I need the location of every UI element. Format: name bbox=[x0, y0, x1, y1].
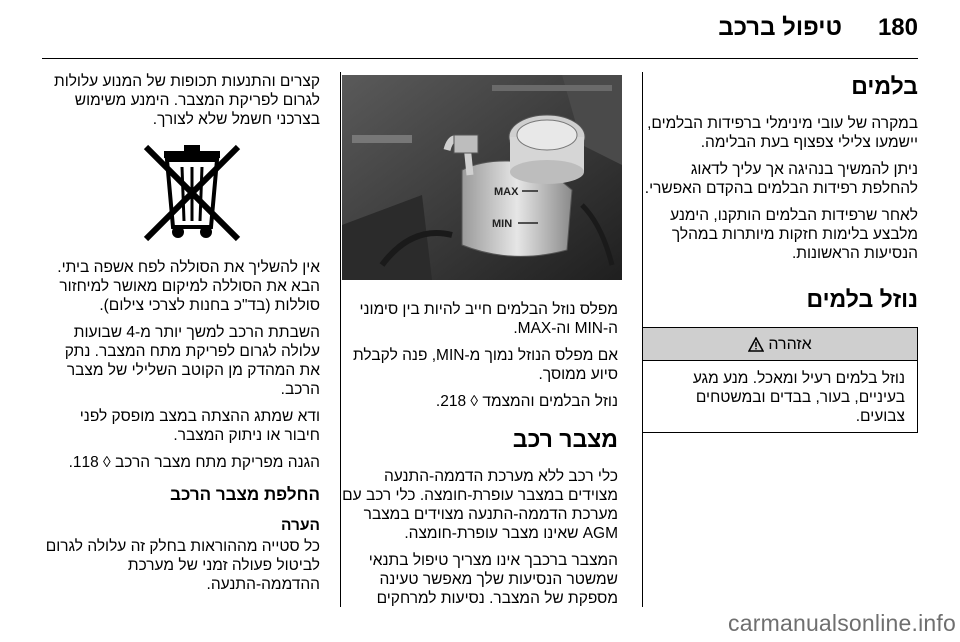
column-left bbox=[44, 72, 320, 137]
column-right bbox=[642, 72, 918, 433]
page-title: טיפול ברכב bbox=[718, 14, 842, 41]
storage-paragraph: השבתת הרכב למשך יותר מ-4 שבועות עלולה לגרום לפריקת מתח המצבר. נתק את המהדק מן הקוטב השלילי של מצבר הרכב. bbox=[64, 324, 320, 398]
footer bbox=[0, 610, 960, 642]
brakes-heading: בלמים bbox=[851, 73, 918, 99]
fluid-low-paragraph: אם מפלס הנוזל נמוך מ-MIN, פנה לקבלת סיוע ממוסך. bbox=[353, 347, 618, 383]
disposal-paragraph: אין להשליך את הסוללה לפח אשפה ביתי. הבא את הסוללה למיקום מאושר למיחזור סוללות (בד"כ בחנות לצרכי צילום). bbox=[57, 259, 320, 314]
min-mark-label: MIN bbox=[492, 218, 513, 230]
brake-fluid-heading: נוזל בלמים bbox=[806, 286, 918, 312]
ignition-paragraph: ודא שמתג ההצתה במצב מופסק לפני חיבור או ניתוק המצבר. bbox=[79, 408, 320, 444]
battery-paragraph: המצבר ברכבך אינו מצריך טיפול בתנאי שמשטר הנסיעות שלך מאפשר טעינה מספקת של המצבר. נסיעות למרחקים bbox=[368, 552, 618, 607]
brakes-paragraph: ניתן להמשיך בנהיגה אך עליך לדאוג להחלפת רפידות הבלמים בהקדם האפשרי. bbox=[644, 161, 918, 197]
warning-triangle-icon bbox=[748, 337, 764, 352]
warning-header bbox=[643, 328, 917, 361]
fluid-reference: נוזל הבלמים והמצמד ◊ 218. bbox=[435, 393, 618, 410]
replace-battery-heading: החלפת מצבר הרכב bbox=[170, 485, 320, 504]
warning-label: אזהרה bbox=[768, 335, 812, 353]
fluid-level-paragraph: מפלס נוזל הבלמים חייב להיות בין סימוני ה-MIN וה-MAX. bbox=[359, 301, 618, 337]
brakes-paragraph: במקרה של עובי מינימלי ברפידות הבלמים, יישמעו צלילי צפצוף בעת הבלימה. bbox=[647, 115, 918, 151]
page-number: 180 bbox=[877, 14, 918, 41]
watermark: carmanualsonline.info bbox=[728, 610, 956, 636]
warning-box bbox=[642, 327, 918, 433]
reservoir-illustration bbox=[342, 75, 622, 280]
column-middle bbox=[342, 300, 618, 616]
column-divider-left bbox=[340, 72, 341, 607]
battery-continued-paragraph: קצרים והתנעות תכופות של המנוע עלולות לגרום לפריקת המצבר. הימנע משימוש בצרכני חשמל שלא לצורך. bbox=[53, 73, 320, 128]
brake-fluid-reservoir-image bbox=[342, 75, 622, 280]
battery-paragraph: כלי רכב ללא מערכת הדממה-התנעה מצוידים במצבר עופרת-חומצה. כלי רכב עם מערכת הדממה-התנעה מצוידים במצבר AGM שאינו מצבר עופרת-חומצה. bbox=[342, 468, 618, 542]
protection-reference: הגנה מפריקת מתח מצבר הרכב ◊ 118. bbox=[68, 454, 320, 471]
brakes-paragraph: לאחר שרפידות הבלמים הותקנו, הימנע מלבצע בלימות חזקות מיותרות במהלך הנסיעות הראשונות. bbox=[670, 207, 918, 262]
header-divider bbox=[42, 58, 918, 59]
column-left-lower bbox=[44, 258, 320, 602]
max-mark-label: MAX bbox=[494, 186, 519, 198]
page-header bbox=[0, 0, 960, 60]
crossed-out-bin-icon bbox=[140, 143, 244, 243]
warning-text: נוזל בלמים רעיל ומאכל. מנע מגע בעיניים, בעור, בבדים ובמשטחים צבועים. bbox=[692, 370, 905, 425]
note-text: כל סטייה מההוראות בחלק זה עלולה לגרום לביטול פעולה זמני של מערכת ההדממה-התנעה. bbox=[45, 538, 320, 593]
battery-heading: מצבר רכב bbox=[512, 426, 618, 452]
note-label: הערה bbox=[281, 517, 320, 534]
